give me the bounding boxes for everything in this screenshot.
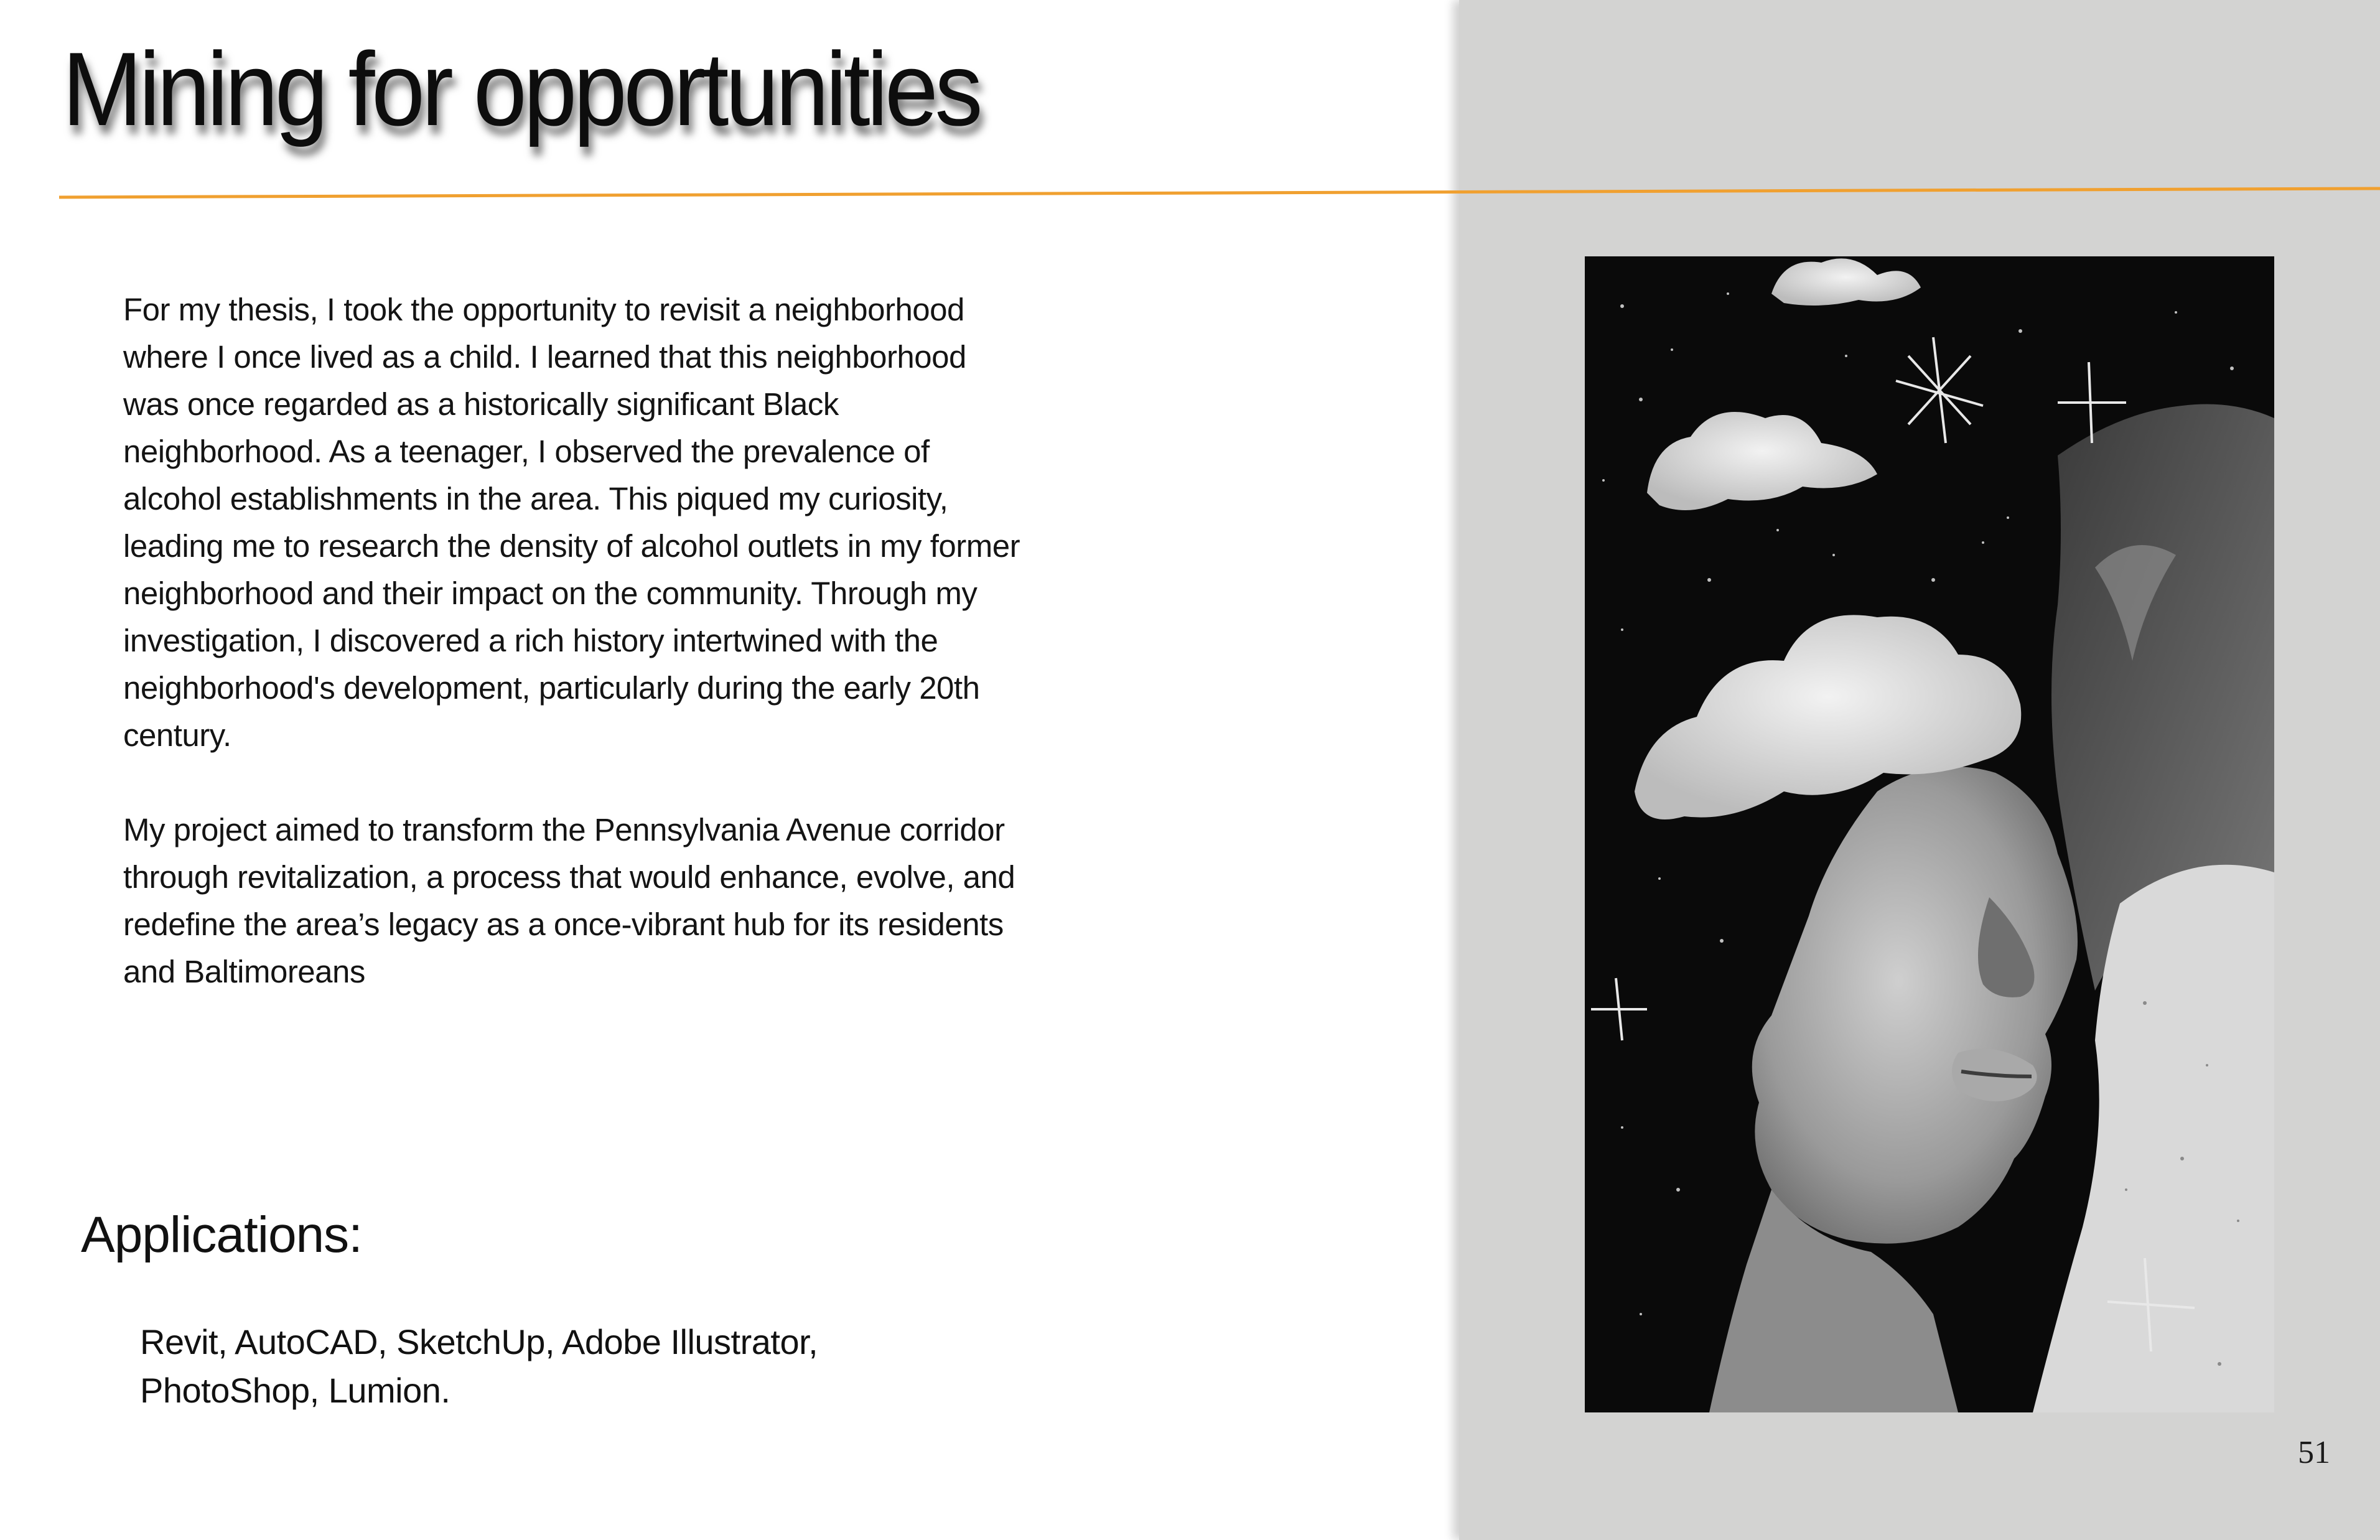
page-title: Mining for opportunities (62, 30, 980, 147)
text-line: investigation, I discovered a rich history intertwined with the (123, 623, 938, 658)
text-line: My project aimed to transform the Pennsylvania Avenue corridor (123, 812, 1005, 847)
body-text (123, 286, 1050, 1043)
text-line: was once regarded as a historically significant Black (123, 386, 839, 422)
painting-face-night-sky-icon (1585, 256, 2274, 1412)
text-line: neighborhood. As a teenager, I observed the prevalence of (123, 434, 930, 469)
text-line: neighborhood's development, particularly during the early 20th (123, 670, 980, 706)
text-line: where I once lived as a child. I learned that this neighborhood (123, 339, 966, 375)
applications-line: Revit, AutoCAD, SketchUp, Adobe Illustrator, (140, 1322, 818, 1361)
text-line: century. (123, 717, 231, 753)
text-line: For my thesis, I took the opportunity to revisit a neighborhood (123, 292, 964, 327)
text-line: leading me to research the density of alcohol outlets in my former (123, 528, 1020, 564)
text-line: neighborhood and their impact on the community. Through my (123, 576, 978, 611)
text-line: redefine the area’s legacy as a once-vibrant hub for its residents (123, 907, 1004, 942)
applications-heading: Applications: (81, 1206, 362, 1263)
text-line: and Baltimoreans (123, 954, 365, 989)
thesis-paragraph (123, 286, 1050, 759)
text-line: through revitalization, a process that would enhance, evolve, and (123, 859, 1015, 895)
text-line: alcohol establishments in the area. This piqued my curiosity, (123, 481, 948, 516)
applications-list (140, 1318, 818, 1415)
project-paragraph (123, 806, 1050, 996)
page-number: 51 (2298, 1435, 2330, 1470)
applications-line: PhotoShop, Lumion. (140, 1371, 450, 1410)
